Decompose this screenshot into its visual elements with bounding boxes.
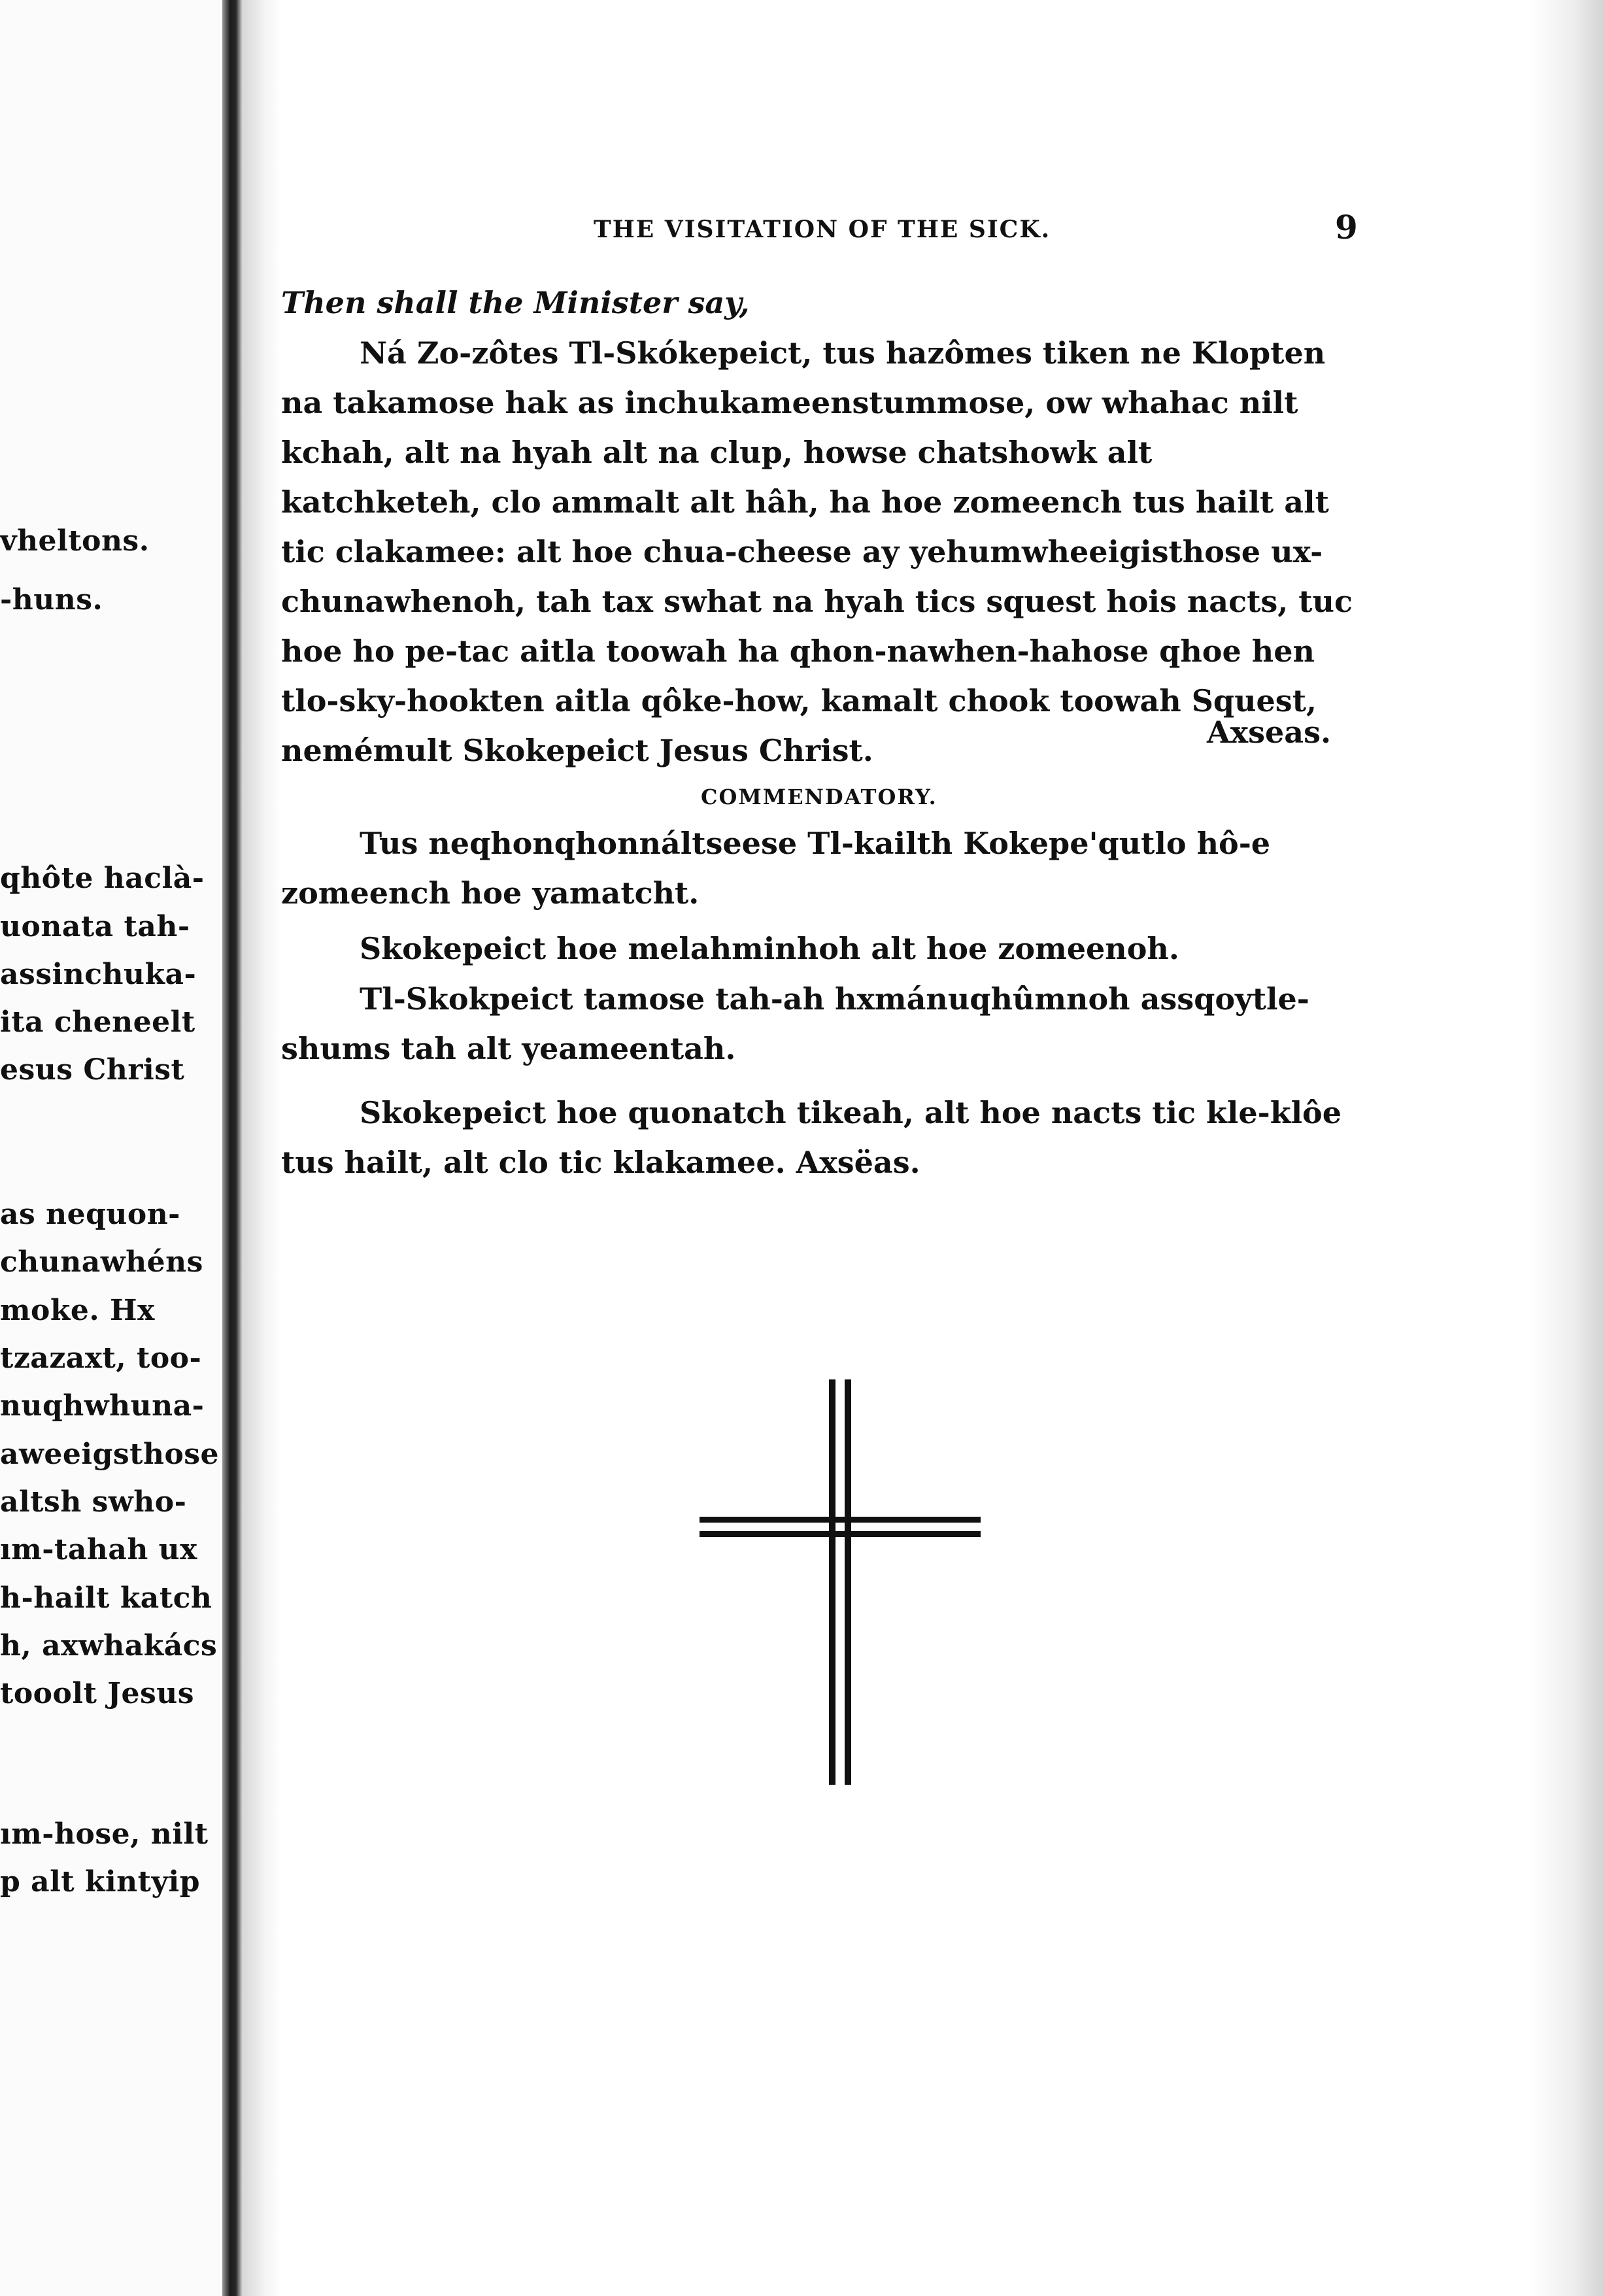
cross-horizontal-bottom-bar <box>700 1531 981 1537</box>
running-head: THE VISITATION OF THE SICK. <box>594 216 1051 243</box>
left-page-line: as nequon- <box>0 1198 180 1231</box>
left-page-line: -huns. <box>0 583 103 616</box>
left-page-line: h-hailt katch <box>0 1581 212 1615</box>
cross-center <box>835 1523 845 1531</box>
left-page-line: ita cheneelt <box>0 1005 195 1039</box>
left-page-line: qhôte haclà- <box>0 862 205 895</box>
left-page-line: aweeigsthose <box>0 1438 220 1471</box>
left-page-line: tzazaxt, too- <box>0 1342 202 1375</box>
book-gutter <box>222 0 242 2296</box>
page-edge-shadow <box>1531 0 1603 2296</box>
paragraph-text: Skokepeict hoe quonatch tikeah, alt hoe nacts tic kle-klôe tus hailt, alt clo tic klakamee. Axsëas. <box>281 1095 1342 1180</box>
paragraph-blessing-3 <box>281 1088 1357 1187</box>
left-page-line: nuqhwhuna- <box>0 1389 205 1423</box>
rubric: Then shall the Minister say, <box>281 285 750 320</box>
left-page-line: ım-tahah ux <box>0 1533 197 1566</box>
cross-vertical-left-bar <box>829 1379 835 1785</box>
cross-horizontal-top-bar <box>700 1517 981 1523</box>
section-heading: COMMENDATORY. <box>701 785 937 809</box>
cross-ornament <box>700 1379 981 1785</box>
paragraph-blessing-2 <box>281 974 1357 1073</box>
gutter-shadow <box>242 0 281 2296</box>
left-page-line: assinchuka- <box>0 958 197 991</box>
left-page-line: ım-hose, nilt <box>0 1817 209 1851</box>
left-page-line: esus Christ <box>0 1053 185 1087</box>
paragraph-prayer <box>281 328 1357 775</box>
left-page-line: vheltons. <box>0 524 150 558</box>
paragraph-text: Tl-Skokpeict tamose tah-ah hxmánuqhûmnoh assqoytle-shums tah alt yeameentah. <box>281 981 1309 1066</box>
left-page-line: p alt kintyip <box>0 1865 201 1899</box>
right-page <box>281 0 1536 2296</box>
paragraph-commendatory <box>281 819 1357 918</box>
left-facing-page <box>0 0 226 2296</box>
paragraph-text: Ná Zo-zôtes Tl-Skókepeict, tus hazômes tiken ne Klopten na takamose hak as inchukameenstummose, ow whahac nilt kchah, alt na hyah alt na clup, howse chatshowk alt katchketeh, clo ammalt alt hâh, ha hoe zomeench tus hailt alt tic clakamee: alt hoe chua-cheese ay yehumwheeigisthose ux-chunawhenoh, tah tax swhat na hyah tics squest hois nacts, tuc hoe ho pe-tac aitla toowah ha qhon-nawhen-hahose qhoe hen tlo-sky-hookten aitla qôke-how, kamalt chook toowah Squest, nemémult Skokepeict Jesus Christ. <box>281 335 1353 768</box>
paragraph-text: Skokepeict hoe melahminhoh alt hoe zomeenoh. <box>360 931 1179 966</box>
left-page-line: tooolt Jesus <box>0 1677 195 1710</box>
paragraph-blessing-1 <box>281 924 1357 973</box>
paragraph-text: Tus neqhonqhonnáltseese Tl-kailth Kokepe'qutlo hô-e zomeench hoe yamatcht. <box>281 826 1271 911</box>
left-page-line: moke. Hx <box>0 1294 155 1327</box>
page-number: 9 <box>1335 208 1358 246</box>
amen: Axseas. <box>1207 715 1331 750</box>
left-page-line: h, axwhakács <box>0 1629 218 1663</box>
left-page-line: altsh swho- <box>0 1485 187 1519</box>
left-page-line: uonata tah- <box>0 910 190 943</box>
cross-vertical-right-bar <box>845 1379 851 1785</box>
left-page-line: chunawhéns <box>0 1245 203 1279</box>
